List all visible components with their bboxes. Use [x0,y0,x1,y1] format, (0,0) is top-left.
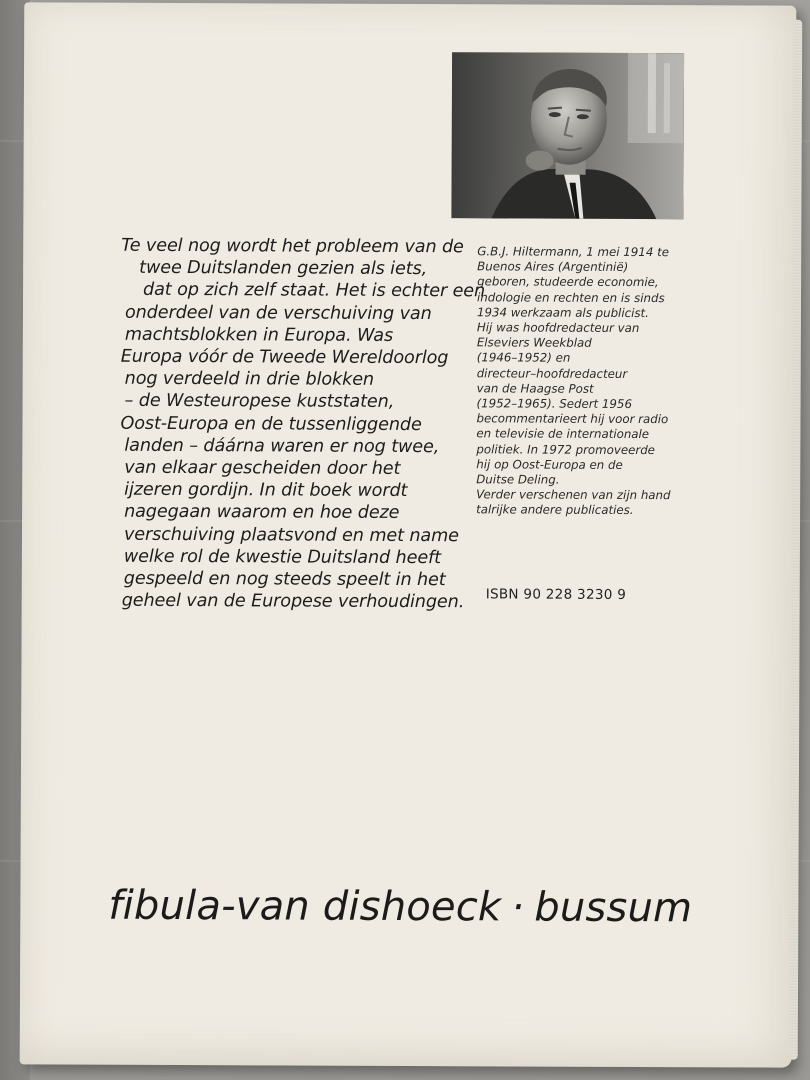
blurb-line: dat op zich zelf staat. Het is echter een [143,280,486,302]
bio-line: Verder verschenen van zijn hand [476,487,671,503]
bio-line: van de Haagse Post [476,381,594,396]
book-back-cover [20,2,797,1067]
blurb-line: gespeeld en nog steeds speelt in het [123,568,446,591]
blurb-line: twee Duitslanden gezien als iets, [139,258,428,280]
blurb-line: – de Westeuropese kuststaten, [124,391,395,413]
blurb-line: landen – dáárna waren er nog twee, [124,435,440,457]
book-page-edges [790,20,803,1060]
bio-line: politiek. In 1972 promoveerde [476,441,655,457]
blurb-line: machtsblokken in Europa. Was [124,324,394,346]
bio-line: hij op Oost-Europa en de [476,457,623,472]
publisher-imprint [108,883,692,932]
isbn-number: ISBN 90 228 3230 9 [485,586,627,603]
bio-line: Duitse Deling. [476,472,560,487]
bio-line: G.B.J. Hiltermann, 1 mei 1914 te [477,244,670,260]
bio-line: directeur–hoofdredacteur [476,365,628,381]
author-portrait [451,52,684,219]
blurb-line: verschuiving plaatsvond en met name [123,524,459,546]
blurb-line: ijzeren gordijn. In dit boek wordt [124,479,408,502]
blurb-line: Te veel nog wordt het probleem van de [121,235,464,258]
bio-line: (1952–1965). Sedert 1956 [476,396,632,412]
book-blurb [120,235,486,614]
blurb-line: Europa vóór de Tweede Wereldoorlog [120,346,449,369]
publisher-separator: · [511,884,525,931]
bio-line: Elseviers Weekblad [476,335,592,351]
bio-line: (1946–1952) en [476,350,571,366]
blurb-line: onderdeel van de verschuiving van [124,302,432,324]
publisher-name: fibula-van dishoeck [108,882,502,931]
blurb-line: geheel van de Europese verhoudingen. [121,591,465,613]
blurb-line: nog verdeeld in drie blokken [124,368,375,391]
bio-line: Hij was hoofdredacteur van [476,320,640,336]
bio-line: 1934 werkzaam als publicist. [476,305,649,320]
author-portrait-drawing [451,52,684,219]
blurb-line: Oost-Europa en de tussenliggende [120,413,422,435]
blurb-line: van elkaar gescheiden door het [124,457,401,479]
blurb-line: nagegaan waarom en hoe deze [124,502,400,524]
bio-line: Buenos Aires (Argentinië) [477,259,629,275]
bio-line: geboren, studeerde economie, [477,274,659,290]
author-bio [476,244,717,519]
bio-line: en televisie de internationale [476,426,650,442]
bio-line: talrijke andere publicaties. [476,502,634,518]
bio-line: becommentarieert hij voor radio [476,411,669,427]
blurb-line: welke rol de kwestie Duitsland heeft [123,546,442,568]
bio-line: indologie en rechten en is sinds [477,289,665,305]
publisher-city: bussum [534,884,693,932]
